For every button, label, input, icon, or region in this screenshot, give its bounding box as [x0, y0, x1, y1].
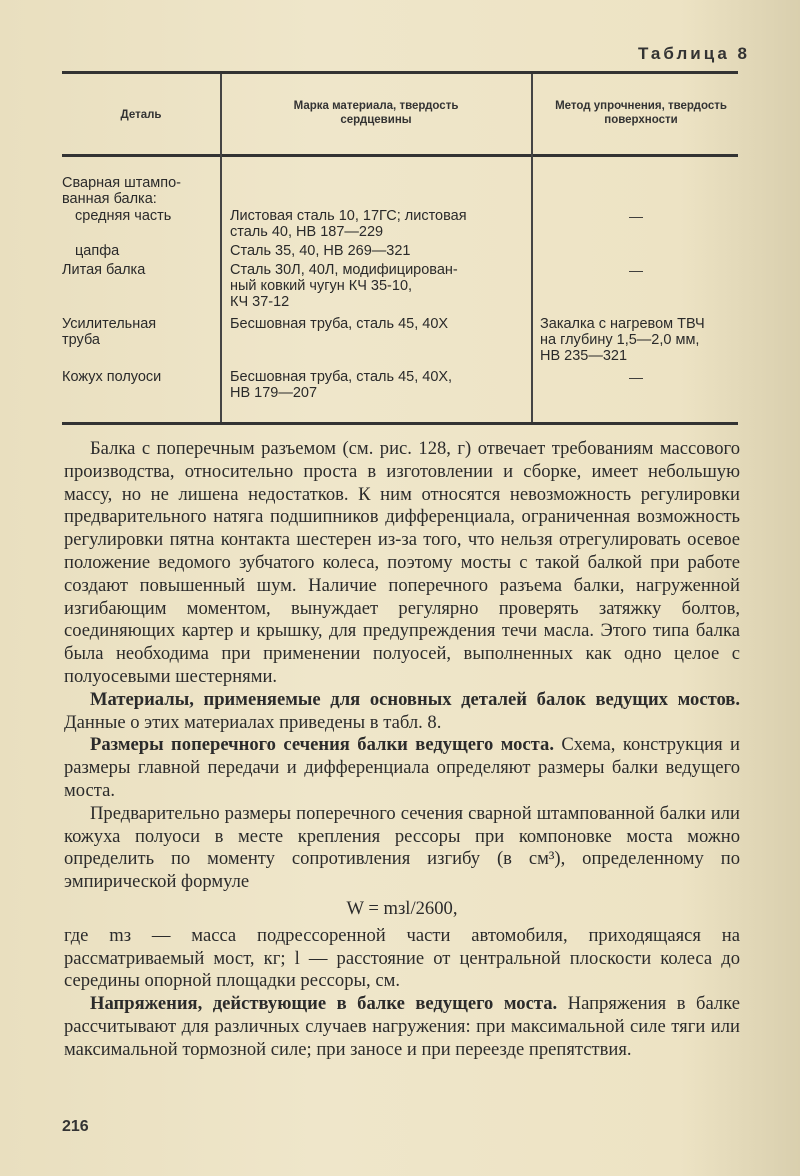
table-cell-part: цапфа — [75, 243, 120, 259]
paragraph-materials-text: Данные о этих материалах приведены в табл. 8. — [64, 711, 442, 733]
table-cell-material: Сталь 30Л, 40Л, модифицирован- ный ковкий чугун КЧ 35-10, КЧ 37-12 — [230, 262, 458, 310]
table-column-divider-2 — [531, 74, 533, 422]
body-text — [64, 438, 740, 1062]
page-number: 216 — [62, 1118, 89, 1135]
paragraph-beam-transverse-joint: Балка с поперечным разъемом (см. рис. 128, г) отвечает требованиям массового производства, относительно проста в изготовлении и сборке, имеет небольшую массу, но не лишена недостатков. К ним относятся невозможность регулировки предварительного натяга подшипников дифференциала, ограниченная возможность регулировки пятна контакта шестерен из-за того, что нельзя отрегулировать осевое положение ведомого зубчатого колеса, поэтому мосты с такой балкой при работе создают повышенный шум. Наличие поперечного разъема балки, нагруженной изгибающим моментом, вынуждает регулярно проверять затяжку болтов, соединяющих картер и крышку, для предупреждения течи масла. Этого типа балка была необходима при применении полуосей, выполненных как одно целое с полуосевыми шестернями. — [64, 438, 740, 687]
heading-materials: Материалы, применяемые для основных деталей балок ведущих мостов. — [90, 688, 740, 710]
table-cell-part: Сварная штампо- ванная балка: — [62, 175, 181, 207]
table-cell-part: Кожух полуоси — [62, 369, 162, 385]
heading-stresses: Напряжения, действующие в балке ведущего моста. — [90, 993, 558, 1015]
paragraph-cross-section-text: Схема, конструкция и размеры главной передачи и дифференциала определяют размеры балки ведущего моста. — [64, 734, 740, 801]
table-cell-part: Усилительная труба — [62, 316, 157, 348]
paragraph-cross-section — [64, 734, 740, 802]
formula: W = mзl/2600, — [346, 897, 458, 919]
table-label: Таблица 8 — [637, 44, 750, 63]
table-header-part: Деталь — [120, 109, 162, 121]
table-bottom-rule — [62, 422, 738, 425]
table-cell-method: — — [629, 369, 643, 385]
table-header-material: Марка материала, твердость сердцевины — [293, 100, 459, 126]
table-cell-material: Листовая сталь 10, 17ГС; листовая сталь 40, HB 187—229 — [230, 208, 467, 240]
paragraph-preliminary-sizes: Предварительно размеры поперечного сечения сварной штампованной балки или кожуха полуоси в месте крепления рессоры при компоновке моста можно определить по моменту сопротивления изгибу (в см³), определенному по эмпирической формуле — [64, 802, 740, 893]
table-column-divider-1 — [220, 74, 222, 422]
paragraph-stresses — [64, 993, 740, 1061]
heading-cross-section: Размеры поперечного сечения балки ведущего моста. — [90, 734, 554, 756]
table-cell-method: Закалка с нагревом ТВЧ на глубину 1,5—2,0 мм, HB 235—321 — [540, 316, 705, 364]
table-header-method: Метод упрочнения, твердость поверхности — [555, 100, 727, 126]
table-cell-material: Бесшовная труба, сталь 45, 40Х, HB 179—207 — [230, 369, 453, 401]
table-cell-method: — — [629, 262, 643, 278]
table-cell-material: Сталь 35, 40, HB 269—321 — [230, 243, 411, 259]
table-cell-method: — — [629, 208, 643, 224]
table-cell-material: Бесшовная труба, сталь 45, 40Х — [230, 316, 449, 332]
paragraph-formula-legend: где mз — масса подрессоренной части автомобиля, приходящаяся на рассматриваемый мост, кг; l — расстояние от центральной плоскости колеса до середины опорной площадки рессоры, см. — [64, 924, 740, 992]
table-header-rule — [62, 154, 738, 157]
paragraph-materials — [64, 689, 740, 735]
table-cell-part: средняя часть — [75, 208, 172, 224]
table-cell-part: Литая балка — [62, 262, 146, 278]
paragraph-stresses-text: Напряжения в балке рассчитывают для различных случаев нагружения: при максимальной силе тяги или максимальной тормозной силе; при заносе и при переезде препятствия. — [64, 993, 740, 1060]
table-top-rule — [62, 71, 738, 74]
